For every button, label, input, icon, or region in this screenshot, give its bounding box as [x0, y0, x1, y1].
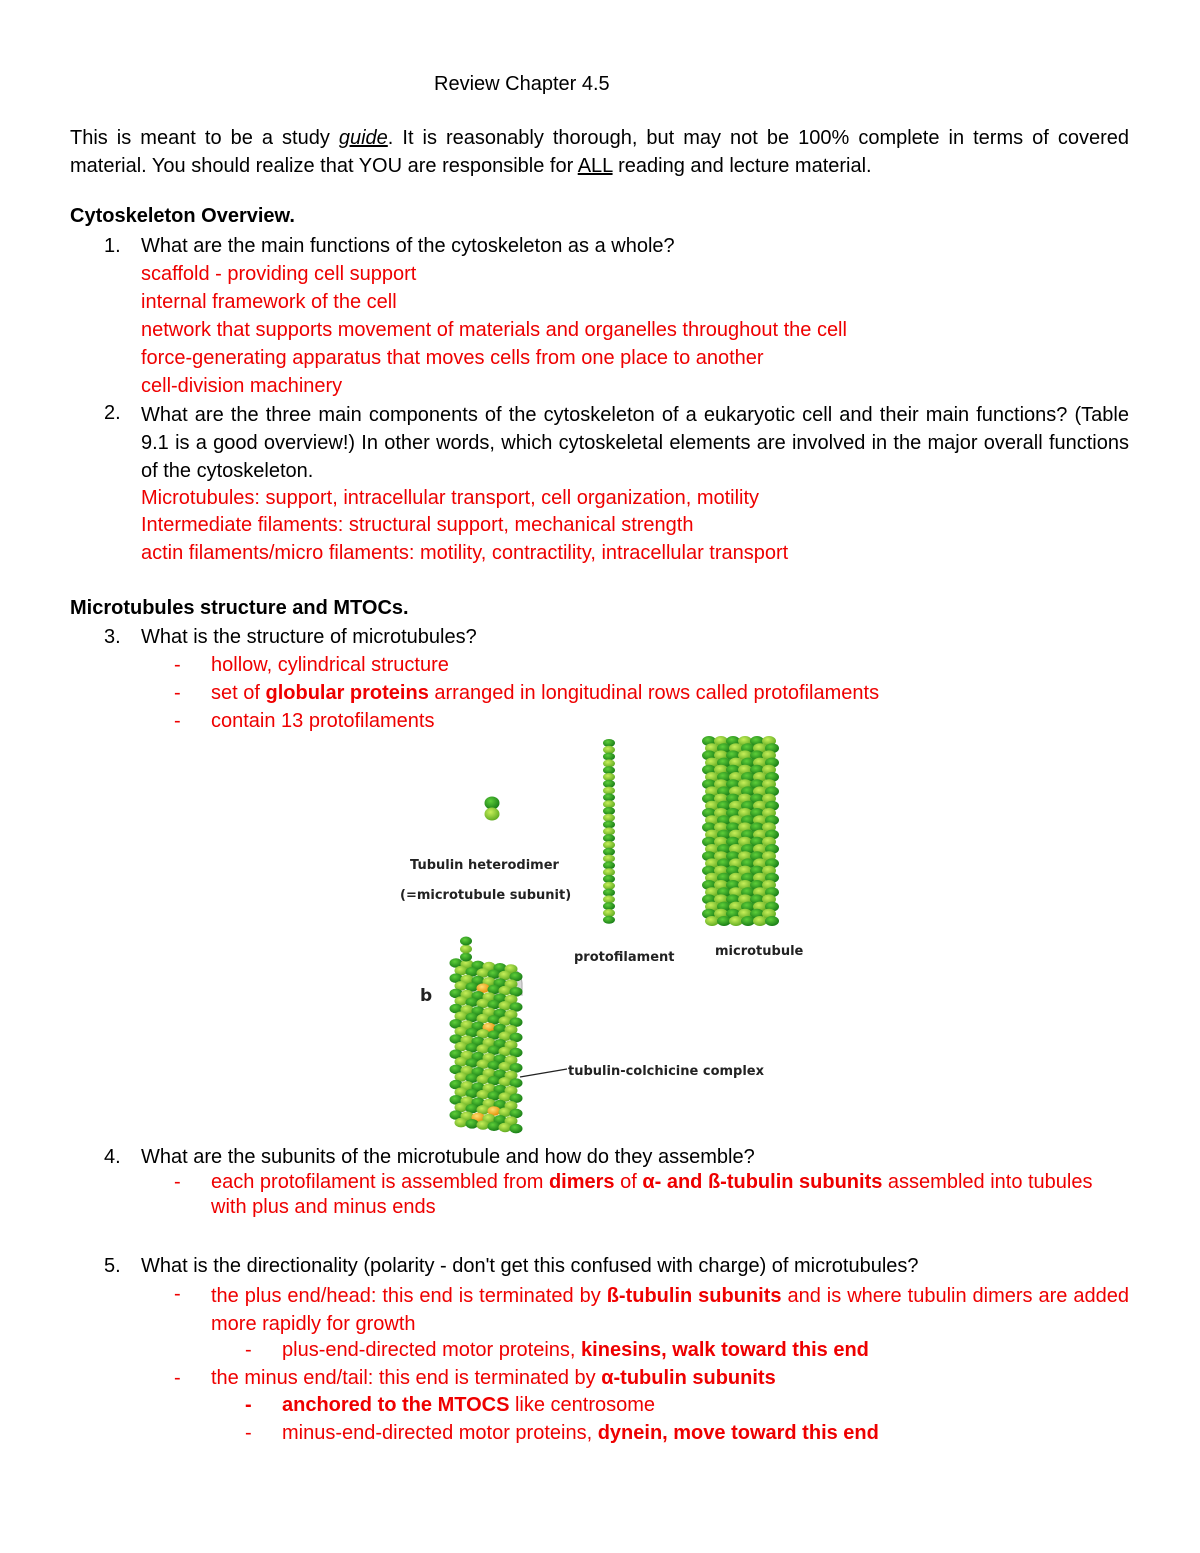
- tubulin-subunit: [603, 855, 615, 863]
- section-heading-microtubules: Microtubules structure and MTOCs.: [70, 597, 409, 619]
- tubulin-subunit: [603, 821, 615, 829]
- question-3: What is the structure of microtubules?: [141, 626, 477, 648]
- intro-all: ALL: [577, 155, 613, 177]
- tubulin-subunit: [603, 739, 615, 747]
- answer-line: each protofilament is assembled from dimers of α- and ß-tubulin subunits assembled into tubules with plus and minus ends: [211, 1171, 1093, 1218]
- question-4: What are the subunits of the microtubule and how do they assemble?: [141, 1146, 755, 1168]
- answer-line: the minus end/tail: this end is terminated by α-tubulin subunits: [211, 1367, 776, 1389]
- label-tubulin-heterodimer: Tubulin heterodimer: [410, 858, 559, 873]
- tubulin-subunit: [477, 1120, 490, 1130]
- answer-line: scaffold - providing cell support: [141, 263, 417, 285]
- tubulin-subunit: [603, 780, 615, 788]
- answer-line: the plus end/head: this end is terminated by ß-tubulin subunits and is where tubulin dimers are added more rapidly for growth: [211, 1285, 1129, 1335]
- tubulin-subunit: [753, 916, 767, 926]
- tubulin-subunit: [460, 953, 472, 962]
- answer-line: set of globular proteins arranged in longitudinal rows called protofilaments: [211, 682, 880, 704]
- answer-line: hollow, cylindrical structure: [211, 654, 449, 676]
- bullet-dash: -: [174, 710, 181, 732]
- tubulin-subunit: [603, 848, 615, 856]
- colchicine-microtubule-graphic: [450, 937, 523, 1134]
- question-1: What are the main functions of the cytoskeleton as a whole?: [141, 235, 675, 257]
- tubulin-subunit: [510, 1124, 523, 1134]
- answer-line: actin filaments/micro filaments: motility, contractility, intracellular transport: [141, 542, 789, 564]
- section-heading-cytoskeleton: Cytoskeleton Overview.: [70, 205, 295, 227]
- answer-line: network that supports movement of materials and organelles throughout the cell: [141, 319, 847, 341]
- bullet-dash: -: [174, 1367, 181, 1389]
- tubulin-subunit: [603, 882, 615, 890]
- tubulin-subunit: [603, 909, 615, 917]
- colchicine-pointer: [520, 1069, 567, 1077]
- tubulin-subunit: [603, 889, 615, 897]
- answer-line: Microtubules: support, intracellular transport, cell organization, motility: [141, 487, 760, 509]
- question-number: 3.: [104, 626, 121, 648]
- bullet-dash: -: [245, 1394, 252, 1416]
- tubulin-subunit: [717, 916, 731, 926]
- bullet-dash: -: [174, 654, 181, 676]
- label-microtubule: microtubule: [715, 944, 804, 959]
- tubulin-subunit: [460, 945, 472, 954]
- tubulin-subunit: [705, 916, 719, 926]
- label-tubulin-colchicine: tubulin-colchicine complex: [568, 1064, 765, 1079]
- answer-line: Intermediate filaments: structural support, mechanical strength: [141, 514, 694, 536]
- tubulin-subunit: [603, 753, 615, 761]
- question-number: 4.: [104, 1146, 121, 1168]
- tubulin-subunit: [603, 841, 615, 849]
- tubulin-subunit: [499, 1123, 512, 1133]
- tubulin-subunit: [455, 1118, 468, 1128]
- bullet-dash: -: [245, 1422, 252, 1444]
- answer-line: plus-end-directed motor proteins, kinesins, walk toward this end: [282, 1339, 869, 1361]
- tubulin-subunit: [603, 916, 615, 924]
- label-microtubule-subunit: (=microtubule subunit): [400, 888, 572, 903]
- tubulin-subunit: [729, 916, 743, 926]
- answer-line: minus-end-directed motor proteins, dynein, move toward this end: [282, 1422, 879, 1444]
- tubulin-subunit: [603, 787, 615, 795]
- page-title: Review Chapter 4.5: [434, 73, 610, 95]
- question-number: 1.: [104, 235, 121, 257]
- tubulin-subunit: [460, 937, 472, 946]
- label-panel-b: b: [420, 986, 433, 1006]
- question-number: 2.: [104, 402, 121, 424]
- answer-line: cell-division machinery: [141, 375, 343, 397]
- tubulin-subunit: [603, 814, 615, 822]
- tubulin-subunit: [466, 1119, 479, 1129]
- microtubule-graphic: [702, 736, 779, 926]
- intro-guide: guide: [338, 127, 388, 149]
- microtubule-figure: [390, 733, 820, 1138]
- tubulin-subunit: [741, 916, 755, 926]
- intro-text-1: This is meant to be a study: [70, 127, 339, 149]
- intro-text-3: reading and lecture material.: [612, 155, 872, 177]
- answer-line: internal framework of the cell: [141, 291, 397, 313]
- tubulin-subunit: [603, 875, 615, 883]
- bullet-dash: -: [174, 682, 181, 704]
- answer-line: anchored to the MTOCS like centrosome: [282, 1394, 656, 1416]
- answer-line: contain 13 protofilaments: [211, 710, 435, 732]
- tubulin-subunit: [603, 807, 615, 815]
- tubulin-subunit: [488, 1121, 501, 1131]
- tubulin-dimer-graphic: [485, 797, 500, 821]
- protofilament-graphic: [603, 739, 615, 924]
- bullet-dash: -: [245, 1339, 252, 1361]
- tubulin-subunit: [765, 916, 779, 926]
- question-5: What is the directionality (polarity - don't get this confused with charge) of microtubules?: [141, 1255, 919, 1277]
- tubulin-subunit: [603, 746, 615, 754]
- answer-line: force-generating apparatus that moves cells from one place to another: [141, 347, 764, 369]
- intro-text-2: . It is reasonably thorough, but may not be 100% complete in terms of covered material. You should realize that YOU are responsible for: [70, 127, 1129, 177]
- tubulin-subunit: [603, 773, 615, 781]
- intro-paragraph: [70, 124, 1129, 180]
- label-protofilament: protofilament: [574, 950, 675, 965]
- question-number: 5.: [104, 1255, 121, 1277]
- bullet-dash: -: [174, 1283, 181, 1305]
- bullet-dash: -: [174, 1171, 181, 1193]
- question-2: What are the three main components of the cytoskeleton of a eukaryotic cell and their main functions? (Table 9.1 is a good overview!) In other words, which cytoskeletal elements are involved in the major overall functions of the cytoskeleton.: [141, 404, 1129, 482]
